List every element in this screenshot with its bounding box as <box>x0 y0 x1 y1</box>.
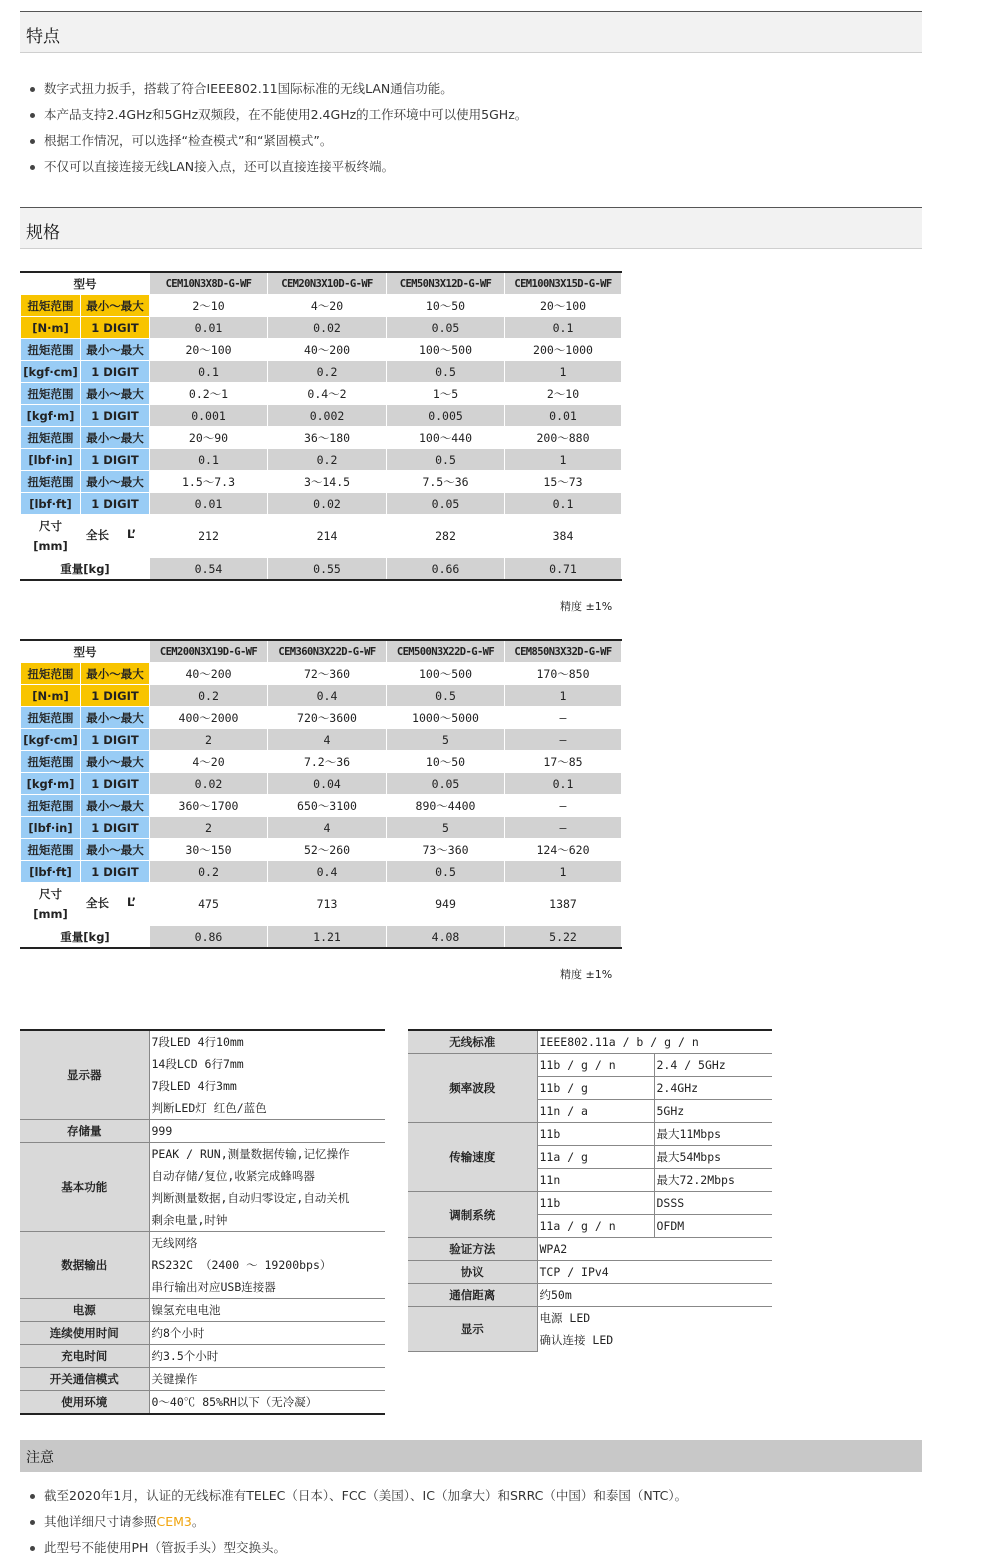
digit-cell: 1 <box>505 861 622 883</box>
wireless-table <box>408 1029 772 1352</box>
range-cell: — <box>505 795 622 817</box>
range-cell: — <box>505 707 622 729</box>
length-cell: 214 <box>268 515 387 558</box>
list-item: 不仅可以直接连接无线LAN接入点，还可以直接连接平板终端。 <box>26 154 527 180</box>
length-cell: 282 <box>387 515 505 558</box>
digit-cell: 0.02 <box>268 317 387 339</box>
weight-label: 重量[kg] <box>21 926 150 949</box>
modulation-value: DSSS <box>654 1192 772 1215</box>
output-line: 串行输出对应USB连接器 <box>151 1280 276 1294</box>
range-cell: 0.4～2 <box>268 383 387 405</box>
table-row <box>21 449 622 471</box>
band-mode: 11b / g / n <box>537 1054 654 1077</box>
range-cell: 4～20 <box>268 295 387 317</box>
model-cell: CEM200N3X19D-G-WF <box>150 640 268 663</box>
digit-cell: 1 <box>505 449 622 471</box>
digit-cell: — <box>505 817 622 839</box>
range-cell: 20～100 <box>150 339 268 361</box>
digit-cell: 5 <box>387 817 505 839</box>
weight-cell: 0.55 <box>268 558 387 581</box>
digit-label: 1 DIGIT <box>81 729 150 751</box>
indicator-line: 确认连接 LED <box>539 1333 614 1348</box>
basic-line: 判断测量数据,自动归零设定,自动关机 <box>151 1191 350 1205</box>
features-list <box>26 76 527 180</box>
range-cell: 40～200 <box>150 663 268 685</box>
list-item: 截至2020年1月，认证的无线标准有TELEC（日本）、FCC（美国）、IC（加拿大）和SRRC（中国）和泰国（NTC）。 <box>26 1483 687 1509</box>
table-row <box>20 1120 385 1143</box>
unit-label: [N·m] <box>21 685 81 707</box>
table-row <box>20 1322 385 1345</box>
length-label <box>81 883 150 926</box>
table-row <box>20 1143 385 1232</box>
size-label <box>21 883 81 926</box>
range-cell: 15～73 <box>505 471 622 493</box>
basic-line: 剩余电量,时钟 <box>151 1213 228 1227</box>
unit-label: [lbf·in] <box>21 817 81 839</box>
range-cell: 40～200 <box>268 339 387 361</box>
table-row <box>21 817 622 839</box>
lprime-text: L’ <box>126 895 136 909</box>
size-label-line: 尺寸 <box>39 519 62 533</box>
range-cell: 7.5～36 <box>387 471 505 493</box>
charge-label: 充电时间 <box>20 1345 149 1368</box>
digit-cell: 0.01 <box>150 493 268 515</box>
weight-cell: 1.21 <box>268 926 387 949</box>
range-label: 最小～最大 <box>81 795 150 817</box>
table-row <box>21 773 622 795</box>
unit-label: [kgf·cm] <box>21 729 81 751</box>
unit-label: [kgf·m] <box>21 405 81 427</box>
features-header <box>20 11 922 53</box>
band-value: 2.4GHz <box>654 1077 772 1100</box>
display-line: 判断LED灯 红色/蓝色 <box>151 1101 267 1115</box>
lprime-text: L’ <box>126 527 136 541</box>
band-mode: 11n / a <box>537 1100 654 1123</box>
digit-cell: 0.1 <box>505 773 622 795</box>
standard-label: 无线标准 <box>408 1030 537 1054</box>
digit-cell: 0.05 <box>387 493 505 515</box>
table-row <box>408 1123 772 1146</box>
memory-label: 存储量 <box>20 1120 149 1143</box>
digit-cell: 0.05 <box>387 773 505 795</box>
weight-cell: 0.54 <box>150 558 268 581</box>
torque-label: 扭矩范围 <box>21 839 81 861</box>
length-text: 全长 <box>86 896 109 910</box>
range-cell: 72～360 <box>268 663 387 685</box>
range-cell: 3～14.5 <box>268 471 387 493</box>
table-row <box>21 427 622 449</box>
weight-row <box>21 926 622 949</box>
band-value: 5GHz <box>654 1100 772 1123</box>
length-text: 全长 <box>86 528 109 542</box>
model-cell: CEM50N3X12D-G-WF <box>387 272 505 295</box>
digit-cell: 4 <box>268 817 387 839</box>
accuracy-note: 精度 ±1% <box>560 968 613 981</box>
model-row <box>21 272 622 295</box>
charge-value: 约3.5个小时 <box>149 1345 385 1368</box>
table-row <box>408 1192 772 1215</box>
table-row <box>408 1054 772 1077</box>
auth-value: WPA2 <box>537 1238 772 1261</box>
cem3-link[interactable]: CEM3 <box>156 1514 192 1529</box>
protocol-label: 协议 <box>408 1261 537 1284</box>
digit-cell: 0.02 <box>268 493 387 515</box>
length-label <box>81 515 150 558</box>
table-row <box>20 1299 385 1322</box>
digit-cell: 2 <box>150 817 268 839</box>
indicator-value <box>537 1307 772 1352</box>
spec-table-2 <box>20 639 622 949</box>
table-row <box>21 729 622 751</box>
digit-cell: 0.002 <box>268 405 387 427</box>
features-title: 特点 <box>26 27 60 47</box>
digit-cell: 0.2 <box>150 685 268 707</box>
weight-cell: 0.71 <box>505 558 622 581</box>
display-line: 14段LCD 6行7mm <box>151 1057 244 1071</box>
table-row <box>21 685 622 707</box>
range-cell: 2～10 <box>150 295 268 317</box>
note-text: 其他详细尺寸请参照 <box>44 1514 157 1529</box>
band-value: 2.4 / 5GHz <box>654 1054 772 1077</box>
range-cell: 4～20 <box>150 751 268 773</box>
note-text: 。 <box>191 1514 205 1529</box>
usage-value: 约8个小时 <box>149 1322 385 1345</box>
list-item <box>26 1509 687 1535</box>
display-label: 显示器 <box>20 1030 149 1120</box>
display-value <box>149 1030 385 1120</box>
digit-cell: 1 <box>505 361 622 383</box>
digit-label: 1 DIGIT <box>81 861 150 883</box>
range-cell: 1.5～7.3 <box>150 471 268 493</box>
weight-cell: 0.86 <box>150 926 268 949</box>
table-row <box>21 839 622 861</box>
range-label: 最小～最大 <box>81 339 150 361</box>
speed-mode: 11b <box>537 1123 654 1146</box>
digit-cell: 0.04 <box>268 773 387 795</box>
digit-cell: 0.1 <box>150 449 268 471</box>
digit-cell: 0.1 <box>505 317 622 339</box>
auth-label: 验证方法 <box>408 1238 537 1261</box>
notes-list <box>26 1483 687 1561</box>
digit-cell: 0.5 <box>387 861 505 883</box>
functions-table <box>20 1029 385 1415</box>
size-label-line: 尺寸 <box>39 887 62 901</box>
torque-label: 扭矩范围 <box>21 339 81 361</box>
digit-cell: 0.05 <box>387 317 505 339</box>
range-label: 最小～最大 <box>81 471 150 493</box>
table-row <box>408 1238 772 1261</box>
digit-cell: 0.01 <box>150 317 268 339</box>
model-cell: CEM10N3X8D-G-WF <box>150 272 268 295</box>
table-row <box>408 1261 772 1284</box>
table-row <box>408 1284 772 1307</box>
digit-cell: 5 <box>387 729 505 751</box>
unit-label: [lbf·ft] <box>21 861 81 883</box>
digit-cell: 4 <box>268 729 387 751</box>
range-cell: 52～260 <box>268 839 387 861</box>
torque-label: 扭矩范围 <box>21 663 81 685</box>
list-item: 此型号不能使用PH（管扳手头）型交换头。 <box>26 1535 687 1561</box>
digit-cell: 0.001 <box>150 405 268 427</box>
basic-label: 基本功能 <box>20 1143 149 1232</box>
range-cell: 36～180 <box>268 427 387 449</box>
speed-value: 最大72.2Mbps <box>654 1169 772 1192</box>
unit-label: [lbf·in] <box>21 449 81 471</box>
model-label: 型号 <box>21 640 150 663</box>
specs-title: 规格 <box>26 223 60 243</box>
table-row <box>21 317 622 339</box>
torque-label: 扭矩范围 <box>21 707 81 729</box>
table-row <box>408 1030 772 1054</box>
digit-label: 1 DIGIT <box>81 493 150 515</box>
table-row <box>21 795 622 817</box>
size-label-line: [mm] <box>33 539 68 553</box>
digit-cell: 0.2 <box>268 361 387 383</box>
table-row <box>21 493 622 515</box>
weight-label: 重量[kg] <box>21 558 150 581</box>
output-value <box>149 1232 385 1299</box>
standard-value: IEEE802.11a / b / g / n <box>537 1030 772 1054</box>
protocol-value: TCP / IPv4 <box>537 1261 772 1284</box>
output-line: 无线网络 <box>151 1236 198 1250</box>
indicator-label: 显示 <box>408 1307 537 1352</box>
display-line: 7段LED 4行3mm <box>151 1079 237 1093</box>
accuracy-note: 精度 ±1% <box>560 600 613 613</box>
unit-label: [lbf·ft] <box>21 493 81 515</box>
range-cell: 30～150 <box>150 839 268 861</box>
range-label: 最小～最大 <box>81 751 150 773</box>
digit-cell: 0.4 <box>268 685 387 707</box>
range-cell: 1000～5000 <box>387 707 505 729</box>
notes-header <box>20 1440 922 1472</box>
length-cell: 713 <box>268 883 387 926</box>
range-cell: 73～360 <box>387 839 505 861</box>
basic-line: 自动存储/复位,收紧完成蜂鸣器 <box>151 1169 315 1183</box>
length-cell: 949 <box>387 883 505 926</box>
digit-cell: 0.005 <box>387 405 505 427</box>
range-cell: 890～4400 <box>387 795 505 817</box>
length-cell: 475 <box>150 883 268 926</box>
table-row <box>21 663 622 685</box>
digit-cell: 2 <box>150 729 268 751</box>
digit-cell: 0.02 <box>150 773 268 795</box>
range-cell: 20～100 <box>505 295 622 317</box>
size-row <box>21 883 622 926</box>
range-label: 最小～最大 <box>81 663 150 685</box>
torque-label: 扭矩范围 <box>21 427 81 449</box>
range-cell: 10～50 <box>387 751 505 773</box>
band-mode: 11b / g <box>537 1077 654 1100</box>
spec-table-1 <box>20 271 622 581</box>
table-row <box>21 405 622 427</box>
power-label: 电源 <box>20 1299 149 1322</box>
torque-label: 扭矩范围 <box>21 383 81 405</box>
model-cell: CEM500N3X22D-G-WF <box>387 640 505 663</box>
speed-label: 传输速度 <box>408 1123 537 1192</box>
range-label: 最小～最大 <box>81 295 150 317</box>
size-row <box>21 515 622 558</box>
table-row <box>20 1368 385 1391</box>
length-cell: 1387 <box>505 883 622 926</box>
model-label: 型号 <box>21 272 150 295</box>
model-cell: CEM20N3X10D-G-WF <box>268 272 387 295</box>
env-value: 0～40℃ 85%RH以下（无冷凝） <box>149 1391 385 1415</box>
range-label: 最小～最大 <box>81 427 150 449</box>
digit-cell: 0.1 <box>150 361 268 383</box>
table-row <box>21 361 622 383</box>
digit-cell: 0.4 <box>268 861 387 883</box>
unit-label: [N·m] <box>21 317 81 339</box>
digit-label: 1 DIGIT <box>81 449 150 471</box>
range-cell: 1～5 <box>387 383 505 405</box>
table-row <box>20 1345 385 1368</box>
range-cell: 100～500 <box>387 663 505 685</box>
digit-label: 1 DIGIT <box>81 773 150 795</box>
list-item: 根据工作情况，可以选择“检查模式”和“紧固模式”。 <box>26 128 527 154</box>
range-cell: 720～3600 <box>268 707 387 729</box>
switch-value: 关键操作 <box>149 1368 385 1391</box>
power-value: 镍氢充电电池 <box>149 1299 385 1322</box>
digit-label: 1 DIGIT <box>81 405 150 427</box>
range-cell: 100～440 <box>387 427 505 449</box>
output-line: RS232C （2400 ～ 19200bps） <box>151 1258 332 1272</box>
length-cell: 384 <box>505 515 622 558</box>
model-cell: CEM850N3X32D-G-WF <box>505 640 622 663</box>
digit-cell: 0.5 <box>387 685 505 707</box>
specs-header <box>20 207 922 249</box>
basic-line: PEAK / RUN,测量数据传输,记忆操作 <box>151 1147 350 1161</box>
memory-value: 999 <box>149 1120 385 1143</box>
range-cell: 0.2～1 <box>150 383 268 405</box>
range-cell: 17～85 <box>505 751 622 773</box>
notes-title: 注意 <box>26 1450 54 1466</box>
digit-cell: 0.2 <box>268 449 387 471</box>
range-cell: 200～880 <box>505 427 622 449</box>
table-row <box>21 861 622 883</box>
range-cell: 400～2000 <box>150 707 268 729</box>
range-cell: 100～500 <box>387 339 505 361</box>
range-cell: 7.2～36 <box>268 751 387 773</box>
distance-value: 约50m <box>537 1284 772 1307</box>
table-row <box>21 471 622 493</box>
model-row <box>21 640 622 663</box>
range-label: 最小～最大 <box>81 383 150 405</box>
range-cell: 10～50 <box>387 295 505 317</box>
table-row <box>21 751 622 773</box>
range-cell: 20～90 <box>150 427 268 449</box>
table-row <box>408 1307 772 1352</box>
weight-row <box>21 558 622 581</box>
unit-label: [kgf·cm] <box>21 361 81 383</box>
env-label: 使用环境 <box>20 1391 149 1415</box>
torque-label: 扭矩范围 <box>21 751 81 773</box>
unit-label: [kgf·m] <box>21 773 81 795</box>
basic-value <box>149 1143 385 1232</box>
length-cell: 212 <box>150 515 268 558</box>
list-item: 数字式扭力扳手，搭载了符合IEEE802.11国际标准的无线LAN通信功能。 <box>26 76 527 102</box>
output-label: 数据输出 <box>20 1232 149 1299</box>
table-row <box>21 383 622 405</box>
torque-label: 扭矩范围 <box>21 295 81 317</box>
speed-value: 最大11Mbps <box>654 1123 772 1146</box>
digit-cell: 0.2 <box>150 861 268 883</box>
range-label: 最小～最大 <box>81 839 150 861</box>
torque-label: 扭矩范围 <box>21 471 81 493</box>
digit-label: 1 DIGIT <box>81 685 150 707</box>
model-cell: CEM360N3X22D-G-WF <box>268 640 387 663</box>
digit-cell: 0.5 <box>387 449 505 471</box>
band-label: 频率波段 <box>408 1054 537 1123</box>
size-label-line: [mm] <box>33 907 68 921</box>
range-cell: 170～850 <box>505 663 622 685</box>
distance-label: 通信距离 <box>408 1284 537 1307</box>
table-row <box>21 295 622 317</box>
table-row <box>20 1391 385 1415</box>
weight-cell: 0.66 <box>387 558 505 581</box>
range-cell: 650～3100 <box>268 795 387 817</box>
table-row <box>21 339 622 361</box>
torque-label: 扭矩范围 <box>21 795 81 817</box>
usage-label: 连续使用时间 <box>20 1322 149 1345</box>
weight-cell: 5.22 <box>505 926 622 949</box>
modulation-mode: 11b <box>537 1192 654 1215</box>
range-cell: 124～620 <box>505 839 622 861</box>
range-cell: 360～1700 <box>150 795 268 817</box>
speed-mode: 11n <box>537 1169 654 1192</box>
digit-label: 1 DIGIT <box>81 361 150 383</box>
digit-label: 1 DIGIT <box>81 817 150 839</box>
digit-cell: 0.01 <box>505 405 622 427</box>
table-row <box>21 707 622 729</box>
digit-cell: 1 <box>505 685 622 707</box>
list-item: 本产品支持2.4GHz和5GHz双频段，在不能使用2.4GHz的工作环境中可以使用5GHz。 <box>26 102 527 128</box>
speed-value: 最大54Mbps <box>654 1146 772 1169</box>
modulation-value: OFDM <box>654 1215 772 1238</box>
digit-cell: 0.1 <box>505 493 622 515</box>
modulation-label: 调制系统 <box>408 1192 537 1238</box>
size-label <box>21 515 81 558</box>
range-cell: 200～1000 <box>505 339 622 361</box>
digit-cell: — <box>505 729 622 751</box>
range-label: 最小～最大 <box>81 707 150 729</box>
table-row <box>20 1030 385 1120</box>
digit-cell: 0.5 <box>387 361 505 383</box>
indicator-line: 电源 LED <box>539 1311 591 1326</box>
digit-label: 1 DIGIT <box>81 317 150 339</box>
display-line: 7段LED 4行10mm <box>151 1035 244 1049</box>
table-row <box>20 1232 385 1299</box>
speed-mode: 11a / g <box>537 1146 654 1169</box>
switch-label: 开关通信模式 <box>20 1368 149 1391</box>
modulation-mode: 11a / g / n <box>537 1215 654 1238</box>
model-cell: CEM100N3X15D-G-WF <box>505 272 622 295</box>
range-cell: 2～10 <box>505 383 622 405</box>
weight-cell: 4.08 <box>387 926 505 949</box>
